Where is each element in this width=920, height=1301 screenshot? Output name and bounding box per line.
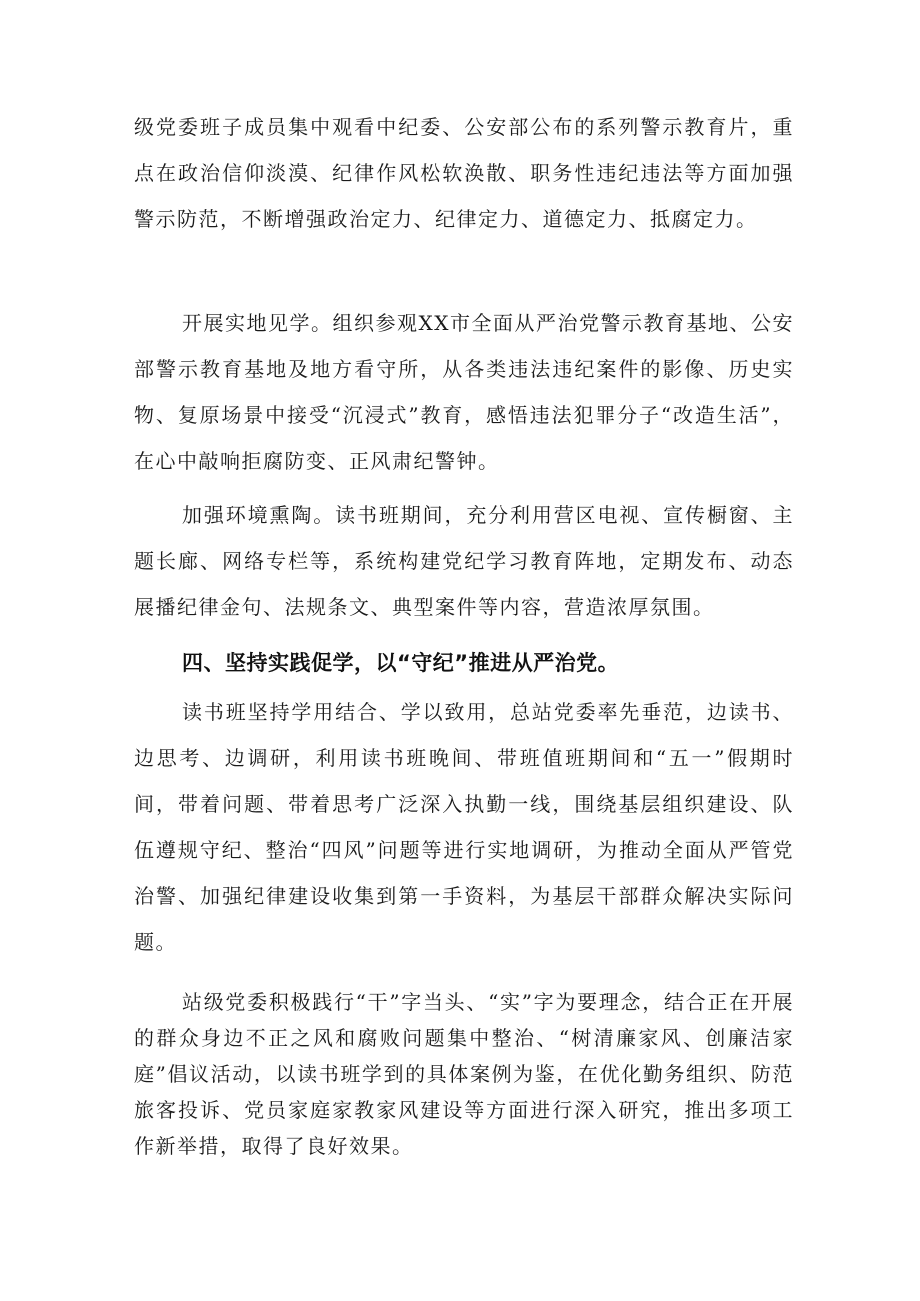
paragraph-practice: 读书班坚持学用结合、学以致用，总站党委率先垂范，边读书、边思考、边调研，利用读书班晚间、带班值班期间和“五一”假期时间，带着问题、带着思考广泛深入执勤一线，围绕基层组织建设、队伍遵规守纪、整治“四风”问题等进行实地调研，为推动全面从严管党治警、加强纪律建设收集到第一手资料，为基层干部群众解决实际问题。 (134, 700, 794, 954)
paragraph-warning-films: 级党委班子成员集中观看中纪委、公安部公布的系列警示教育片，重点在政治信仰淡漠、纪律作风松软涣散、职务性违纪违法等方面加强警示防范，不断增强政治定力、纪律定力、道德定力、抵腐定力。 (134, 115, 794, 231)
section-heading: 四、坚持实践促学，以“守纪”推进从严治党。 (182, 651, 620, 675)
paragraph-environment: 加强环境熏陶。读书班期间，充分利用营区电视、宣传橱窗、主题长廊、网络专栏等，系统构建党纪学习教育阵地，定期发布、动态展播纪律金句、法规条文、典型案件等内容，营造浓厚氛围。 (134, 503, 794, 619)
paragraph-party-committee: 站级党委积极践行“干”字当头、“实”字为要理念，结合正在开展的群众身边不正之风和腐败问题集中整治、“树清廉家风、创廉洁家庭”倡议活动，以读书班学到的具体案例为鉴，在优化勤务组织、防范旅客投诉、党员家庭家教家风建设等方面进行深入研究，推出多项工作新举措，取得了良好效果。 (134, 990, 794, 1158)
paragraph-field-visit: 开展实地见学。组织参观XX市全面从严治党警示教育基地、公安部警示教育基地及地方看守所，从各类违法违纪案件的影像、历史实物、复原场景中接受“沉浸式”教育，感悟违法犯罪分子“改造生活”，在心中敲响拒腐防变、正风肃纪警钟。 (134, 311, 794, 473)
